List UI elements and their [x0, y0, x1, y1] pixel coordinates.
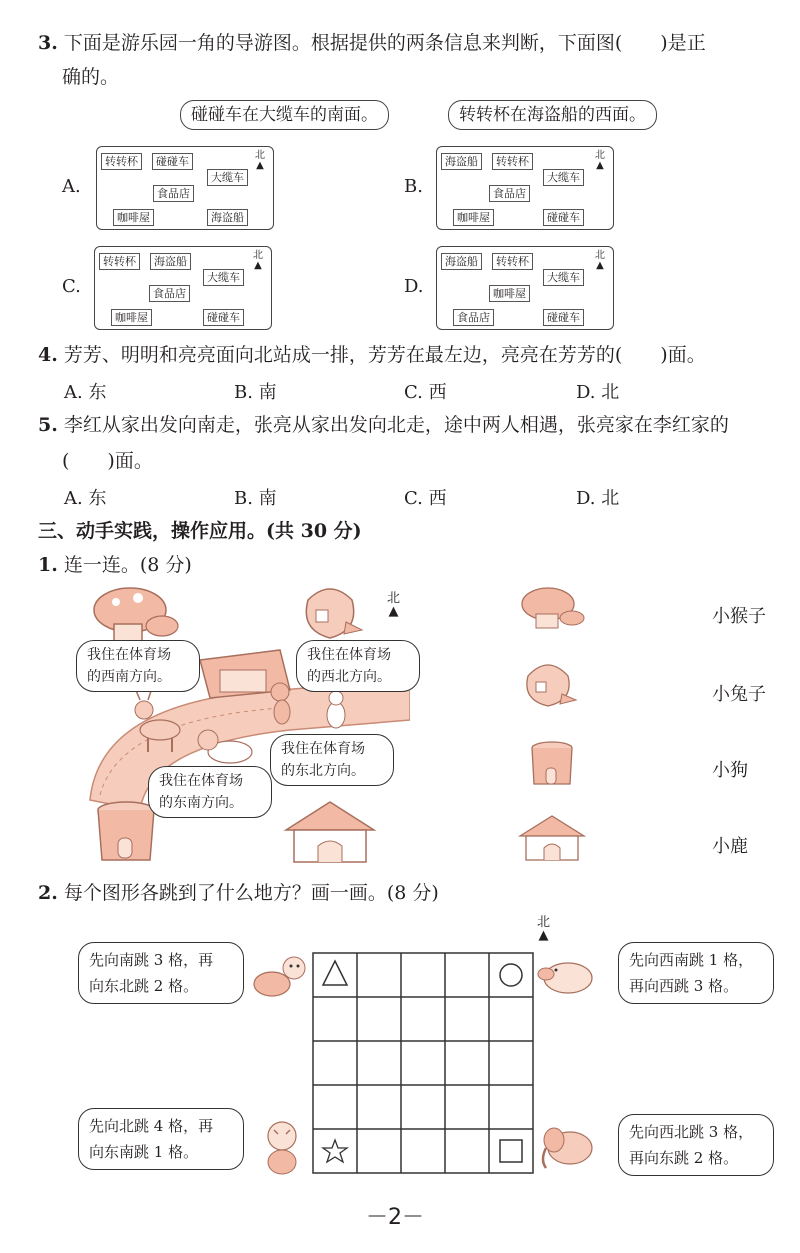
q3-map-d	[436, 246, 614, 330]
map-d-item: 海盗船	[441, 253, 482, 270]
pig-icon	[534, 952, 598, 998]
map-d-item: 咖啡屋	[489, 285, 530, 302]
connect-bubble: 我住在体育场 的东北方向。	[270, 734, 394, 786]
s3q1-title: 连一连。(8 分)	[63, 554, 192, 576]
elephant-icon	[534, 1118, 598, 1174]
connect-bubble: 我住在体育场 的西北方向。	[296, 640, 420, 692]
q5-line1	[38, 410, 800, 440]
circle-shape	[500, 964, 522, 986]
q4-text: 芳芳、明明和亮亮面向北站成一排，芳芳在最左边，亮亮在芳芳的( )面。	[63, 344, 706, 366]
animal-name-dog: 小狗	[712, 760, 748, 781]
s3q2-title: 每个图形各跳到了什么地方？画一画。(8 分)	[63, 882, 439, 904]
cottage-icon	[286, 802, 374, 862]
map-a-item: 转转杯	[101, 153, 142, 170]
q5-option: D. 北	[576, 488, 620, 509]
map-a-item: 咖啡屋	[113, 209, 154, 226]
map-c-item: 海盗船	[150, 253, 191, 270]
star-shape	[323, 1140, 347, 1162]
map-b-item: 海盗船	[441, 153, 482, 170]
jump-bubble: 先向西南跳 1 格， 再向西跳 3 格。	[618, 942, 774, 1004]
q5-option: A. 东	[64, 488, 107, 509]
q3-number: 3.	[38, 32, 58, 54]
q5-option: B. 南	[234, 488, 277, 509]
section3-title: 三、动手实践，操作应用。(共 30 分)	[38, 520, 362, 542]
q4-option: A. 东	[64, 382, 107, 403]
map-c-item: 碰碰车	[203, 309, 244, 326]
jump-bubble: 先向西北跳 3 格， 再向东跳 2 格。	[618, 1114, 774, 1176]
q3-text-line2: 确的。	[62, 66, 120, 88]
map-c-item: 食品店	[149, 285, 190, 302]
map-b-item: 转转杯	[492, 153, 533, 170]
map-c-item: 咖啡屋	[111, 309, 152, 326]
q3-map-a	[96, 146, 274, 230]
mushroom-house-icon	[522, 588, 584, 628]
square-shape	[500, 1140, 522, 1162]
q3-option-d-label: D.	[404, 276, 424, 297]
q5-text-line2: ( )面。	[62, 450, 153, 472]
q3-option-c-label: C.	[62, 276, 81, 297]
connect-scene-illustration	[80, 580, 410, 870]
q3-map-c	[94, 246, 272, 330]
q3-option-a-label: A.	[62, 176, 81, 197]
triangle-shape	[323, 961, 347, 985]
s3q1-line	[38, 550, 192, 580]
stump-house-icon	[98, 802, 154, 860]
q5-text-line1: 李红从家出发向南走，张亮从家出发向北走，途中两人相遇，张亮家在李红家的	[63, 414, 729, 436]
animal-name-rabbit: 小兔子	[712, 684, 766, 705]
map-b-item: 咖啡屋	[453, 209, 494, 226]
animal-name-deer: 小鹿	[712, 836, 748, 857]
map-b-item: 食品店	[489, 185, 530, 202]
jump-bubble: 先向南跳 3 格，再 向东北跳 2 格。	[78, 942, 244, 1004]
q3-text-line1: 下面是游乐园一角的导游图。根据提供的两条信息来判断，下面图( )是正	[63, 32, 706, 54]
north-arrow-icon: 北 ▲	[537, 915, 551, 943]
north-arrow-icon: 北 ▲	[255, 150, 265, 171]
map-c-item: 转转杯	[99, 253, 140, 270]
house-options-column	[514, 584, 594, 864]
q4-option: C. 西	[404, 382, 447, 403]
peach-house-icon	[306, 589, 362, 638]
map-a-item: 海盗船	[207, 209, 248, 226]
map-d-item: 食品店	[453, 309, 494, 326]
map-a-item: 大缆车	[207, 169, 248, 186]
north-arrow-icon: 北 ▲	[387, 591, 401, 619]
q3-clue2: 转转杯在海盗船的西面。	[448, 100, 657, 130]
map-d-item: 转转杯	[492, 253, 533, 270]
map-b-item: 大缆车	[543, 169, 584, 186]
map-a-item: 食品店	[153, 185, 194, 202]
tiger-icon	[256, 1118, 312, 1178]
q4-option: B. 南	[234, 382, 277, 403]
q3-clue1: 碰碰车在大缆车的南面。	[180, 100, 389, 130]
stump-house-icon	[532, 742, 572, 784]
q4-line	[38, 340, 798, 370]
q4-number: 4.	[38, 344, 58, 366]
map-d-item: 大缆车	[543, 269, 584, 286]
turtle-icon	[250, 952, 310, 1002]
s3q1-number: 1.	[38, 554, 58, 576]
north-arrow-icon: 北 ▲	[595, 150, 605, 171]
page-number: －2－	[366, 1205, 424, 1230]
q4-option: D. 北	[576, 382, 620, 403]
map-d-item: 碰碰车	[543, 309, 584, 326]
jump-grid[interactable]	[312, 952, 534, 1174]
q5-number: 5.	[38, 414, 58, 436]
s3q2-number: 2.	[38, 882, 58, 904]
mushroom-house-icon	[94, 588, 178, 642]
s3q2-line	[38, 878, 439, 908]
map-c-item: 大缆车	[203, 269, 244, 286]
peach-house-icon	[527, 665, 576, 706]
q3-option-b-label: B.	[404, 176, 423, 197]
map-b-item: 碰碰车	[543, 209, 584, 226]
q3-line1	[38, 28, 798, 58]
connect-bubble: 我住在体育场 的西南方向。	[76, 640, 200, 692]
animal-name-monkey: 小猴子	[712, 606, 766, 627]
map-a-item: 碰碰车	[152, 153, 193, 170]
north-arrow-icon: 北 ▲	[595, 250, 605, 271]
jump-bubble: 先向北跳 4 格，再 向东南跳 1 格。	[78, 1108, 244, 1170]
q5-option: C. 西	[404, 488, 447, 509]
q3-map-b	[436, 146, 614, 230]
north-arrow-icon: 北 ▲	[253, 250, 263, 271]
cottage-icon	[520, 816, 584, 860]
connect-bubble: 我住在体育场 的东南方向。	[148, 766, 272, 818]
